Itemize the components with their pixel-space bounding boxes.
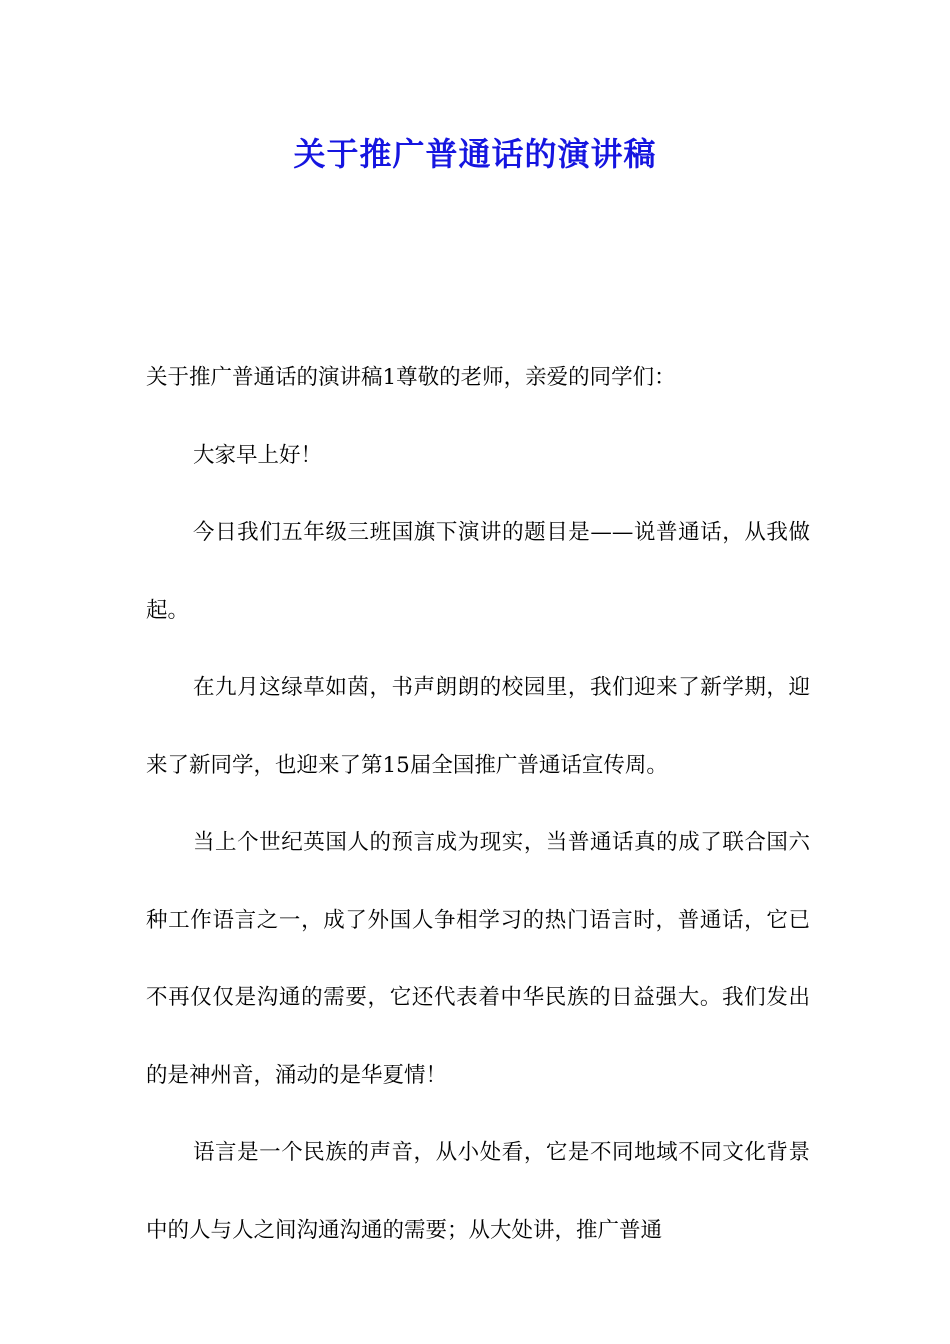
document-title: 关于推广普通话的演讲稿 [293,135,657,173]
paragraph-new-semester: 在九月这绿草如茵，书声朗朗的校园里，我们迎来了新学期，迎来了新同学，也迎来了第15届全国推广普通话宣传周。 [146,675,810,778]
paragraph-greeting: 大家早上好！ [193,442,323,468]
paragraph-language-voice: 语言是一个民族的声音，从小处看，它是不同地域不同文化背景中的人与人之间沟通沟通的需要；从大处讲，推广普通 [146,1140,810,1243]
paragraph-un-language: 当上个世纪英国人的预言成为现实，当普通话真的成了联合国六种工作语言之一，成了外国人争相学习的热门语言时，普通话，它已不再仅仅是沟通的需要，它还代表着中华民族的日益强大。我们发出的是神州音，涌动的是华夏情！ [146,830,810,1088]
document-body [146,339,810,1269]
paragraph-salutation: 关于推广普通话的演讲稿1尊敬的老师，亲爱的同学们： [146,365,676,390]
paragraph-topic: 今日我们五年级三班国旗下演讲的题目是——说普通话，从我做起。 [146,520,810,623]
